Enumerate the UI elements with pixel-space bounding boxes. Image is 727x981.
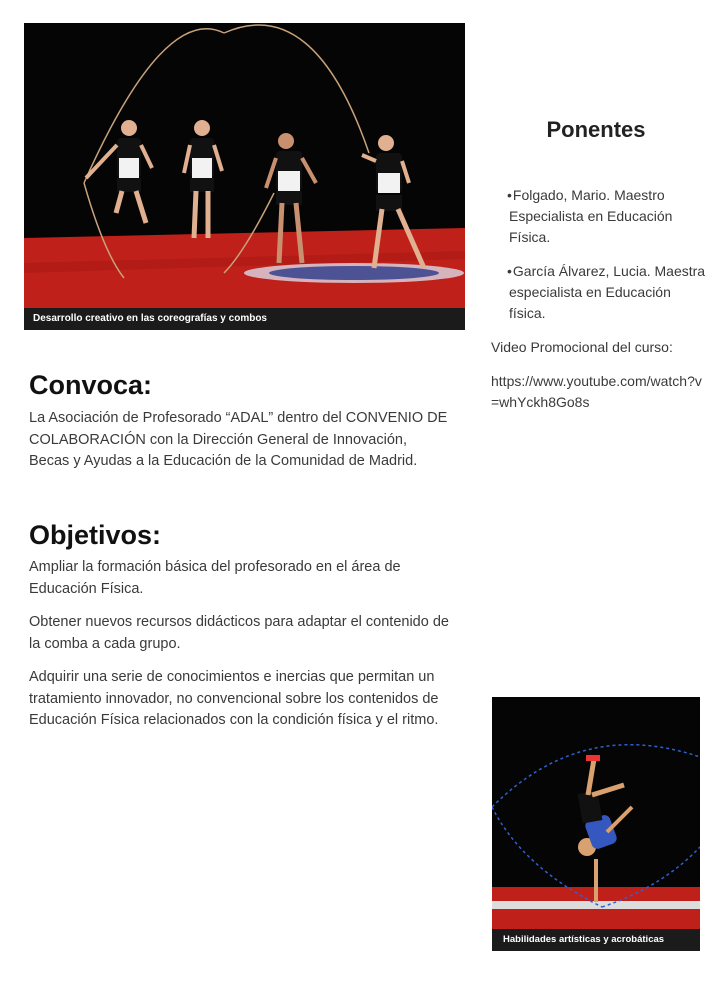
video-label: Video Promocional del curso: [491, 339, 673, 355]
speaker-text: García Álvarez, Lucia. Maestra especialista en Educación física. [509, 263, 706, 321]
bullet-icon: • [507, 263, 512, 279]
video-link[interactable]: https://www.youtube.com/watch?v=whYckh8Go8s [491, 373, 702, 410]
objetivo-item: Obtener nuevos recursos didácticos para adaptar el contenido de la comba a cada grupo. [29, 614, 449, 652]
speaker-item [491, 261, 706, 324]
objetivos-list [29, 557, 449, 744]
objetivos-title: Objetivos: [29, 520, 162, 550]
convoca-text [29, 408, 449, 485]
main-photo [24, 23, 465, 330]
small-photo-caption: Habilidades artísticas y acrobáticas [492, 929, 700, 951]
jump-rope-group-illustration [24, 23, 465, 330]
main-photo-caption: Desarrollo creativo en las coreografías y combos [24, 308, 465, 330]
convoca-title: Convoca: [29, 370, 153, 400]
bullet-icon: • [507, 187, 512, 203]
small-photo [492, 697, 700, 951]
acrobatic-jumper-illustration [492, 697, 700, 951]
speaker-item [491, 185, 706, 248]
convoca-paragraph: La Asociación de Profesorado “ADAL” dentro del CONVENIO DE COLABORACIÓN con la Dirección General de Innovación, Becas y Ayudas a la Educación de la Comunidad de Madrid. [29, 410, 448, 469]
objetivo-item: Adquirir una serie de conocimientos e inercias que permitan un tratamiento innovador, no convencional sobre los contenidos de Educación Física relacionados con la condición física y el ritmo. [29, 669, 439, 728]
objetivo-item: Ampliar la formación básica del profesorado en el área de Educación Física. [29, 559, 401, 597]
ponentes-list [491, 185, 706, 426]
ponentes-title: Ponentes [546, 117, 646, 142]
speaker-text: Folgado, Mario. Maestro Especialista en Educación Física. [509, 187, 673, 245]
